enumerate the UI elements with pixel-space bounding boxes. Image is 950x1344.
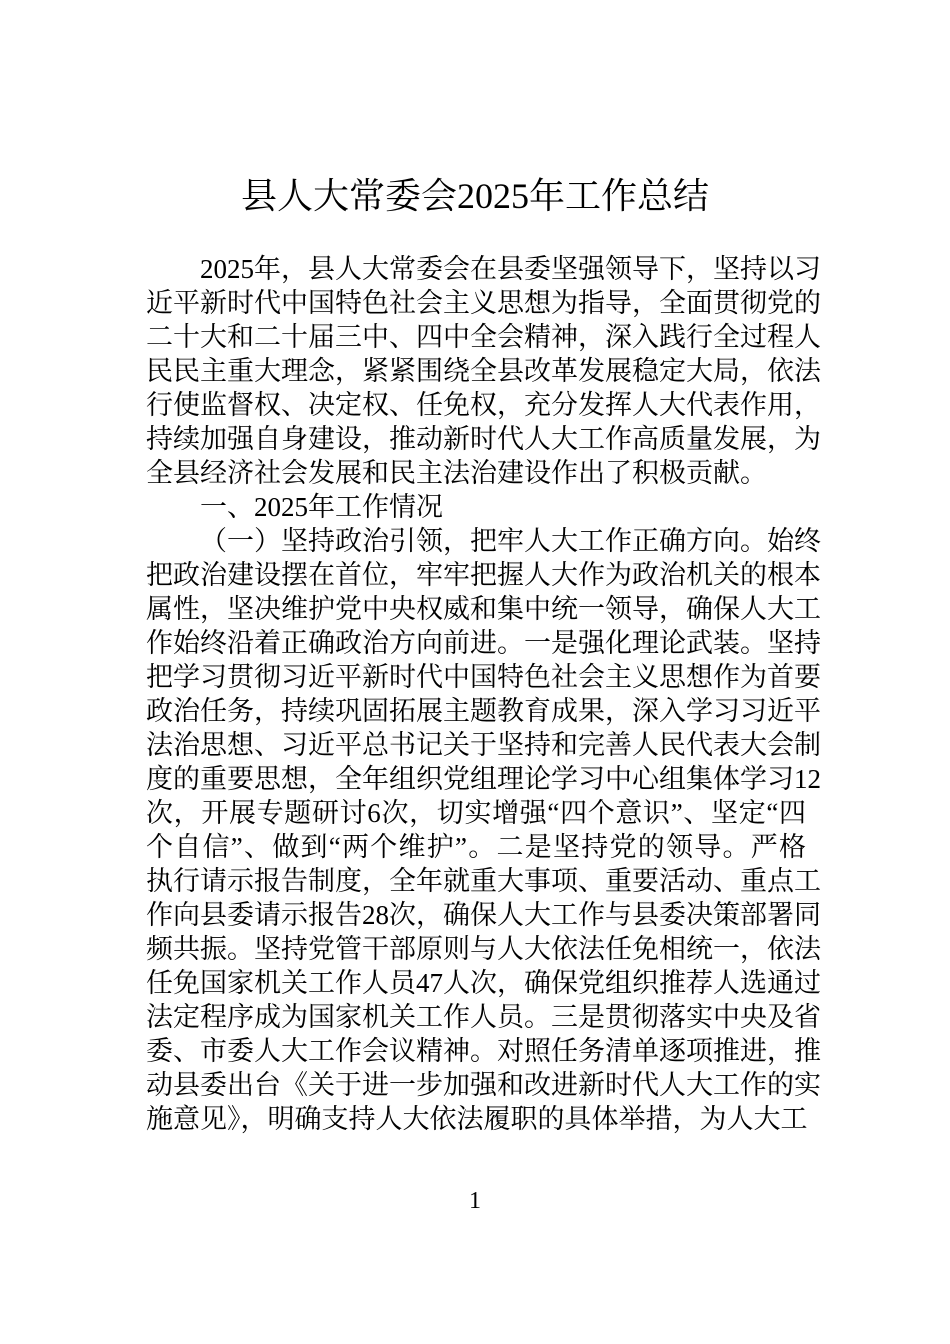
text-line: 作始终沿着正确政治方向前进。一是强化理论武装。坚持: [146, 628, 821, 658]
text-line: 次，开展专题研讨6次，切实增强“四个意识”、坚定“四: [146, 798, 806, 828]
text-line: 动县委出台《关于进一步加强和改进新时代人大工作的实: [146, 1070, 821, 1100]
section-heading: [146, 490, 806, 524]
text-line: 委、市委人大工作会议精神。对照任务清单逐项推进，推: [146, 1036, 821, 1066]
document-body: [146, 252, 821, 1136]
text-line: 民民主重大理念，紧紧围绕全县改革发展稳定大局，依法: [146, 356, 821, 386]
text-line: 法定程序成为国家机关工作人员。三是贯彻落实中央及省: [146, 1002, 821, 1032]
paragraph: [146, 524, 821, 1136]
text-line: 作向县委请示报告28次，确保人大工作与县委决策部署同: [146, 900, 821, 930]
text-line: 频共振。坚持党管干部原则与人大依法任免相统一，依法: [146, 934, 821, 964]
paragraph: [146, 252, 821, 490]
document-title: 县人大常委会2025年工作总结: [240, 176, 709, 216]
text-line: 把学习贯彻习近平新时代中国特色社会主义思想作为首要: [146, 662, 821, 692]
text-line: 一、2025年工作情况: [200, 492, 443, 522]
text-line: （一）坚持政治引领，把牢人大工作正确方向。始终: [200, 526, 821, 556]
text-line: 把政治建设摆在首位，牢牢把握人大作为政治机关的根本: [146, 560, 821, 590]
text-line: 政治任务，持续巩固拓展主题教育成果，深入学习习近平: [146, 696, 821, 726]
text-line: 属性，坚决维护党中央权威和集中统一领导，确保人大工: [146, 594, 821, 624]
text-line: 持续加强自身建设，推动新时代人大工作高质量发展，为: [146, 424, 821, 454]
text-line: 2025年，县人大常委会在县委坚强领导下，坚持以习: [200, 254, 821, 284]
text-line: 全县经济社会发展和民主法治建设作出了积极贡献。: [146, 458, 767, 488]
text-line: 施意见》，明确支持人大依法履职的具体举措，为人大工: [146, 1104, 808, 1134]
text-line: 度的重要思想，全年组织党组理论学习中心组集体学习12: [146, 764, 821, 794]
text-line: 个自信”、做到“两个维护”。二是坚持党的领导。严格: [146, 832, 806, 862]
text-line: 任免国家机关工作人员47人次，确保党组织推荐人选通过: [146, 968, 821, 998]
text-line: 执行请示报告制度，全年就重大事项、重要活动、重点工: [146, 866, 821, 896]
page-number: 1: [469, 1188, 481, 1214]
text-line: 法治思想、习近平总书记关于坚持和完善人民代表大会制: [146, 730, 821, 760]
text-line: 二十大和二十届三中、四中全会精神，深入践行全过程人: [146, 322, 821, 352]
text-line: 行使监督权、决定权、任免权，充分发挥人大代表作用，: [146, 390, 821, 420]
text-line: 近平新时代中国特色社会主义思想为指导，全面贯彻党的: [146, 288, 821, 318]
